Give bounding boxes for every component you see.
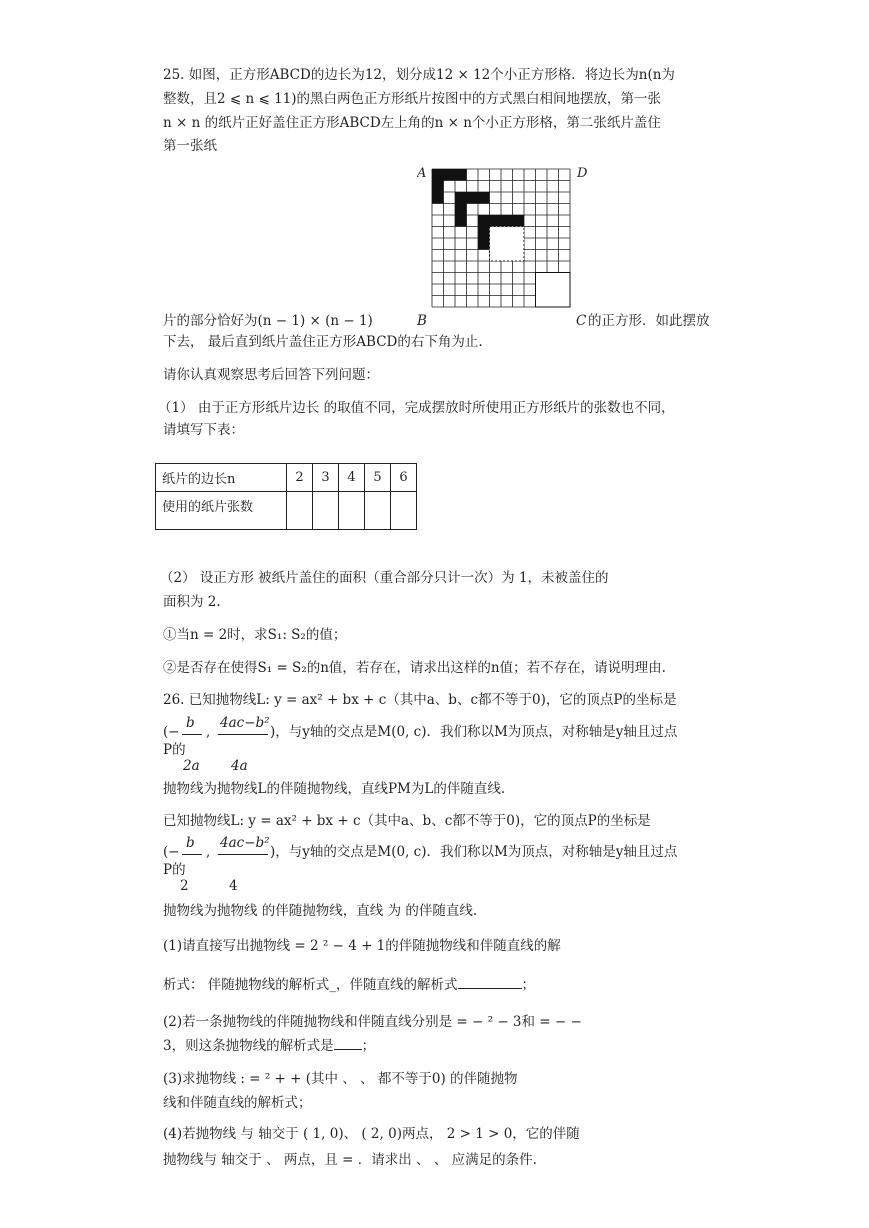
- black-tile: [490, 215, 502, 227]
- q25-part1-b: 请填写下表：: [163, 422, 244, 438]
- q26-part2-b: [163, 1037, 375, 1055]
- table-row: [156, 492, 417, 530]
- black-tile: [444, 169, 456, 181]
- q25-line-5-right: 的正方形．如此摆放: [588, 313, 710, 329]
- fraction-bar: [182, 734, 202, 735]
- q25-line-1: 25. 如图，正方形ABCD的边长为12，划分成12 × 12个小正方形格．将边长为n(n为: [163, 67, 675, 83]
- table-answer-cell[interactable]: [287, 492, 313, 530]
- q26-line-3: 抛物线为抛物线L的伴随抛物线，直线PM为L的伴随直线.: [163, 781, 506, 797]
- q25-line-2: 整数，且2 ⩽ n ⩽ 11)的黑白两色正方形纸片按图中的方式黑白相间地摆放，第一张: [163, 91, 662, 107]
- q26-frac1-tail2: P的: [163, 742, 186, 758]
- corner-label-d: D: [577, 166, 588, 181]
- table-cell-size: 3: [313, 464, 339, 492]
- table-row: [156, 464, 417, 492]
- q26-line-1: 26. 已知抛物线L: y = ax² + bx + c（其中a、b、c都不等于0)，它的顶点P的坐标是: [163, 692, 677, 708]
- q25-line-3: n × n 的纸片正好盖住正方形ABCD左上角的n × n个小正方形格，第二张纸片盖住: [163, 115, 661, 131]
- table-answer-cell[interactable]: [391, 492, 417, 530]
- corner-label-a: A: [417, 166, 427, 181]
- table-cell-head-2: 使用的纸片张数: [156, 492, 287, 530]
- q26-frac2-num-b: b: [186, 835, 195, 851]
- q25-line-4: 第一张纸: [163, 138, 217, 154]
- black-tile: [501, 215, 513, 227]
- q26-frac2-tail2: P的: [163, 862, 186, 878]
- corner-square: [536, 273, 571, 308]
- q26-frac2-tail: )，与y轴的交点是M(0, c)．我们称以M为顶点，对称轴是y轴且过点: [270, 844, 678, 860]
- answer-blank[interactable]: [458, 976, 522, 989]
- q25-line-6: 下去， 最后直到纸片盖住正方形ABCD的右下角为止.: [163, 334, 483, 350]
- fill-table: [155, 463, 417, 530]
- table-cell-size: 5: [365, 464, 391, 492]
- black-tile: [455, 215, 467, 227]
- black-tile: [432, 181, 444, 193]
- black-tile: [478, 215, 490, 227]
- q26-den2-2: 2: [180, 878, 189, 894]
- q26-frac1-tail: )，与y轴的交点是M(0, c)．我们称以M为顶点，对称轴是y轴且过点: [270, 724, 678, 740]
- table-cell-size: 6: [391, 464, 417, 492]
- q26-frac2-num-4ac: 4ac−b²: [220, 835, 270, 851]
- q26-part1-b-text: 析式： 伴随抛物线的解析式_，伴随直线的解析式: [163, 977, 458, 993]
- black-tile: [478, 192, 490, 204]
- table-answer-cell[interactable]: [313, 492, 339, 530]
- table-answer-cell[interactable]: [365, 492, 391, 530]
- corner-label-b: B: [417, 313, 427, 329]
- q26-frac2-comma: ,: [206, 844, 211, 860]
- q26-den1-4a: 4a: [231, 758, 248, 774]
- black-tile: [455, 204, 467, 216]
- table-cell-size: 4: [339, 464, 365, 492]
- q26-frac1-num-4ac: 4ac−b²: [220, 715, 270, 731]
- q26-part1-b-end: ；: [521, 977, 536, 993]
- q26-part2-b-text: 3，则这条抛物线的解析式是: [163, 1038, 334, 1054]
- q26-line-4: 已知抛物线L: y = ax² + bx + c（其中a、b、c都不等于0)，它的顶点P的坐标是: [163, 813, 651, 829]
- fraction-bar: [182, 854, 202, 855]
- q26-part2-a: (2)若一条抛物线的伴随抛物线和伴随直线分别是 = − ² − 3和 = − −: [163, 1014, 582, 1030]
- corner-label-c: C: [576, 313, 587, 329]
- q26-part1-a: (1)请直接写出抛物线 = 2 ² − 4 + 1的伴随抛物线和伴随直线的解: [163, 938, 561, 954]
- grid-figure: [417, 163, 592, 330]
- q25-part2-a: （2） 设正方形 被纸片盖住的面积（重合部分只计一次）为 1，未被盖住的: [160, 570, 609, 586]
- black-tile: [432, 169, 444, 181]
- black-tile: [432, 192, 444, 204]
- q26-frac1-comma: ,: [206, 724, 211, 740]
- answer-blank[interactable]: [334, 1037, 362, 1050]
- black-tile: [467, 192, 479, 204]
- q26-part4-a: (4)若抛物线 与 轴交于 ( 1, 0)、 ( 2, 0)两点， 2 > 1 > 0，它的伴随: [163, 1126, 580, 1142]
- q26-part3-a: (3)求抛物线 : = ² + + (其中 、 、 都不等于0) 的伴随抛物: [163, 1071, 518, 1087]
- black-tile: [478, 238, 490, 250]
- q26-line-6: 抛物线为抛物线 的伴随抛物线，直线 为 的伴随直线.: [163, 903, 478, 919]
- fraction-bar: [218, 854, 268, 855]
- q26-den1-2a: 2a: [183, 758, 200, 774]
- q26-part1-b: [163, 976, 535, 994]
- black-tile: [478, 227, 490, 239]
- q25-sub-2: ②是否存在使得S₁ = S₂的n值，若存在，请求出这样的n值；若不存在，请说明理由.: [163, 660, 666, 676]
- q26-part2-b-end: ；: [361, 1038, 376, 1054]
- black-tile: [455, 169, 467, 181]
- black-tile: [513, 215, 525, 227]
- q26-frac1-prefix: (−: [163, 724, 180, 740]
- q25-line-5-left: 片的部分恰好为(n − 1) × (n − 1): [163, 313, 373, 329]
- q26-frac1-num-b: b: [186, 715, 195, 731]
- white-tile: [490, 227, 525, 262]
- q26-part3-b: 线和伴随直线的解析式；: [163, 1095, 312, 1111]
- q26-part4-b: 抛物线与 轴交于 、 两点，且 = ．请求出 、 、 应满足的条件.: [163, 1152, 537, 1168]
- table-cell-head-1: 纸片的边长n: [156, 464, 287, 492]
- table-answer-cell[interactable]: [339, 492, 365, 530]
- black-tile: [455, 192, 467, 204]
- q26-frac2-prefix: (−: [163, 844, 180, 860]
- q26-den2-4: 4: [229, 878, 238, 894]
- q25-line-7: 请你认真观察思考后回答下列问题：: [163, 367, 379, 383]
- q25-part1-a: （1） 由于正方形纸片边长 的取值不同，完成摆放时所使用正方形纸片的张数也不同，: [158, 400, 675, 416]
- q25-sub-1: ①当n = 2时，求S₁: S₂的值；: [163, 627, 347, 643]
- q25-part2-b: 面积为 2.: [163, 594, 221, 610]
- fraction-bar: [218, 734, 268, 735]
- table-cell-size: 2: [287, 464, 313, 492]
